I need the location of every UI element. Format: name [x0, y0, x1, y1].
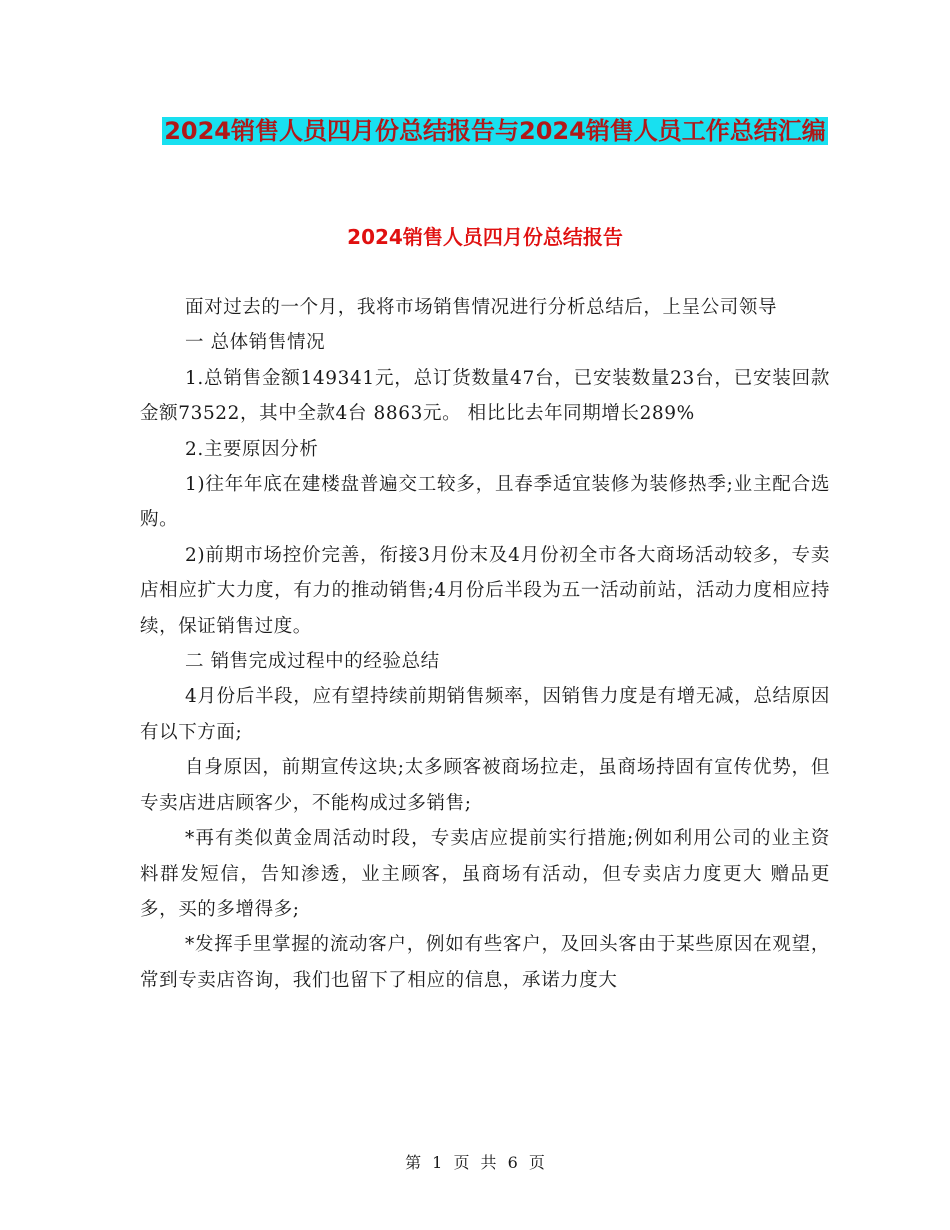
paragraph-cause-1: 1)往年年底在建楼盘普遍交工较多，且春季适宜装修为装修热季;业主配合选购。	[140, 474, 830, 531]
paragraph-golden-week: *再有类似黄金周活动时段，专卖店应提前实行措施;例如利用公司的业主资料群发短信，告知渗透，业主顾客，虽商场有活动，但专卖店力度更大 赠品更多，买的多增得多;	[140, 828, 830, 920]
section-title: 2024销售人员四月份总结报告	[347, 225, 623, 249]
document-title-text: 2024销售人员四月份总结报告与2024销售人员工作总结汇编	[164, 117, 826, 145]
paragraph-own-reasons: 自身原因，前期宣传这块;太多顾客被商场拉走，虽商场持固有宣传优势，但专卖店进店顾客少，不能构成过多销售;	[140, 757, 830, 814]
document-title	[150, 108, 840, 154]
page-footer: 第 1 页 共 6 页	[405, 1153, 545, 1172]
paragraph-intro: 面对过去的一个月，我将市场销售情况进行分析总结后，上呈公司领导	[185, 297, 778, 318]
paragraph-sales-figures: 1.总销售金额149341元，总订货数量47台，已安装数量23台，已安装回款金额73522，其中全款4台 8863元。 相比比去年同期增长289%	[140, 367, 830, 425]
paragraph-cause-2: 2)前期市场控价完善，衔接3月份末及4月份初全市各大商场活动较多，专卖店相应扩大力度，有力的推动销售;4月份后半段为五一活动前站，活动力度相应持续，保证销售过度。	[140, 544, 830, 637]
heading-overall-sales: 一 总体销售情况	[185, 332, 326, 354]
paragraph-mobile-customers: *发挥手里掌握的流动客户，例如有些客户，及回头客由于某些原因在观望，常到专卖店咨询，我们也留下了相应的信息，承诺力度大	[140, 934, 830, 991]
document-body	[140, 290, 830, 998]
paragraph-second-half: 4月份后半段，应有望持续前期销售频率，因销售力度是有增无减，总结原因有以下方面;	[140, 686, 830, 743]
heading-experience-summary: 二 销售完成过程中的经验总结	[185, 651, 440, 673]
heading-cause-analysis: 2.主要原因分析	[185, 438, 319, 460]
